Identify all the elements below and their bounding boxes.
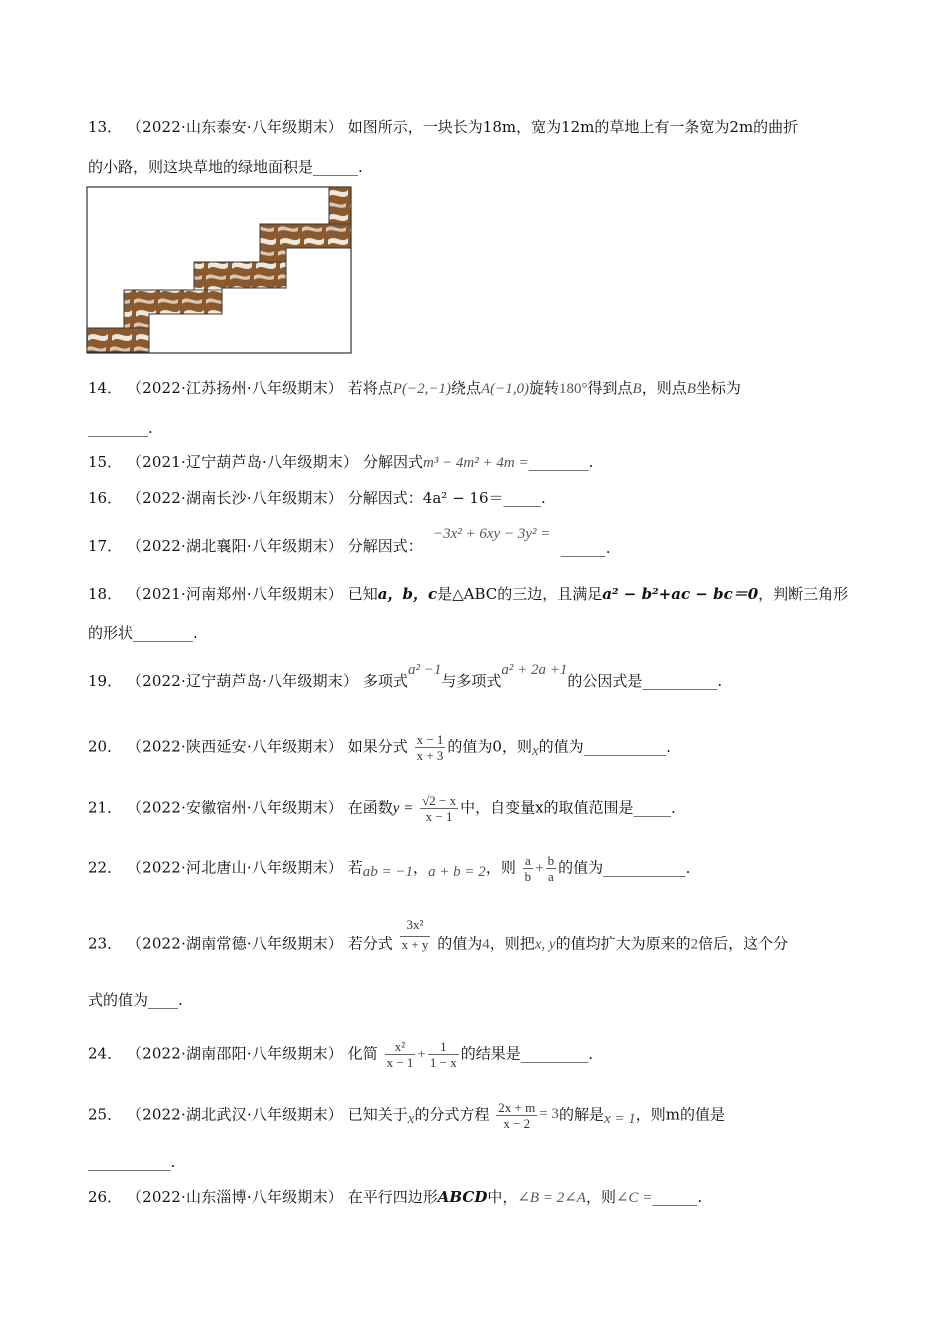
question-source: （2022·江苏扬州·八年级期末） [126,379,343,397]
question-17 [88,536,611,557]
question-number: 15． [88,453,123,471]
fraction-numerator: √2 − x [422,793,457,808]
question-source: （2022·陕西延安·八年级期末） [126,737,343,756]
question-text: 中， [487,1188,518,1206]
math-expression: a + b = 2 [428,863,486,880]
fraction [428,1039,459,1070]
fraction-numerator: a [523,853,534,869]
question-text: ，则 [485,858,516,877]
math-expression: y = [392,800,414,817]
question-22 [88,853,690,884]
fraction-numerator: x − 1 [416,732,444,747]
question-19 [88,662,723,692]
math-expression: m³ − 4m² + 4m = [422,455,529,471]
question-text: 如果分式 [347,737,408,756]
question-text: ，判断三角形 [758,585,849,603]
question-text: 若 [347,858,363,877]
parallelogram-name: ABCD [437,1188,488,1206]
question-text: 的公因式是 [567,672,643,690]
question-source: （2021·辽宁葫芦岛·八年级期末） [126,453,359,471]
question-number: 23． [88,934,123,953]
question-16 [88,488,546,508]
question-source: （2022·辽宁葫芦岛·八年级期末） [126,672,359,690]
question-number: 16． [88,489,123,507]
math-expression: ∠C = [615,1190,653,1206]
question-text: 的值为0，则 [447,737,532,756]
question-text: 若将点 [347,379,393,397]
rotation-angle: 180° [559,381,588,397]
answer-blank: ______. [560,539,611,557]
fraction-numerator: b [547,853,555,868]
question-24 [88,1039,593,1070]
point-p: P(−2,−1) [392,381,451,397]
triangle-sides: a，b，c [377,585,438,603]
question-text: 的形状________. [88,624,198,642]
math-expression: a² − b²+ac − bc＝0 [602,585,759,603]
question-23-line2 [88,990,183,1010]
fraction [523,853,534,884]
fraction [420,793,458,824]
question-23 [88,917,789,962]
fraction [385,1039,416,1070]
question-text: 坐标为 [695,379,741,397]
question-number: 14． [88,379,123,397]
question-18-line2 [88,623,198,643]
fraction-numerator: 1 [428,1039,459,1055]
question-25-line2 [88,1152,175,1172]
question-text: 分解因式： [347,537,423,555]
question-text: 式的值为____. [88,991,183,1009]
question-26 [88,1187,702,1208]
question-text: 绕点 [450,379,481,397]
question-number: 22． [88,858,123,877]
question-text: 在函数 [347,798,393,817]
question-text: ， [413,858,429,877]
question-text: 的值均扩大为原来的 [555,934,691,953]
variable-x: x [531,742,539,759]
question-15 [88,452,593,473]
question-source: （2022·山东淄博·八年级期末） [126,1188,343,1206]
question-source: （2022·湖南邵阳·八年级期末） [126,1044,343,1063]
point-b: B [686,381,696,397]
question-text: 的分式方程 [414,1105,490,1124]
question-20 [88,732,671,763]
variable-x: x [407,1110,415,1127]
question-text: 倍后，这个分 [698,934,789,953]
question-text: 的解是 [558,1105,604,1124]
question-source: （2022·湖南常德·八年级期末） [126,934,343,953]
question-text: 得到点 [587,379,633,397]
question-number: 24． [88,1044,123,1063]
question-number: 13． [88,118,123,136]
fraction-denominator: x − 1 [386,1055,414,1070]
staircase-path-figure [86,186,352,354]
question-source: （2022·河北唐山·八年级期末） [126,858,343,877]
question-text: ，则 [585,1188,616,1206]
answer-blank: ______. [652,1188,703,1206]
fraction-denominator: a [547,869,554,884]
answer-blank: ________. [528,453,594,471]
question-source: （2022·山东泰安·八年级期末） [126,118,343,136]
question-source: （2022·湖北武汉·八年级期末） [126,1105,343,1124]
factor-2: 2 [690,936,699,953]
question-text: 中，自变量x的取值范围是 [460,798,634,817]
solution: x = 1 [603,1110,636,1127]
variables-xy: x, y [534,936,556,953]
fraction [400,917,431,952]
question-text: 分解因式 [362,453,423,471]
answer-blank: ___________. [583,737,671,756]
fraction-denominator: x + y [401,937,429,952]
question-text: 与多项式 [441,672,502,690]
math-expression: ab = −1 [362,863,414,880]
question-18 [88,584,848,604]
question-source: （2022·安徽宿州·八年级期末） [126,798,343,817]
plus-sign: + [535,860,544,877]
question-number: 17． [88,537,123,555]
plus-sign: + [417,1046,426,1063]
question-13 [88,117,798,137]
question-text: 的值为 [538,737,584,756]
question-text: 的小路，则这块草地的绿地面积是______. [88,158,363,176]
question-text: 的值为 [437,934,483,953]
question-text: 如图所示，一块长为18m，宽为12m的草地上有一条宽为2m的曲折 [347,118,799,136]
fraction-denominator: x − 2 [503,1116,531,1131]
equals-3: = 3 [539,1105,559,1122]
fraction-denominator: b [524,869,532,884]
fraction-denominator: 1 − x [429,1055,457,1070]
question-number: 26． [88,1188,123,1206]
fraction-denominator: x + 3 [416,748,444,763]
answer-blank: ________. [88,419,153,437]
answer-blank: _____. [503,489,546,507]
answer-blank: __________. [642,672,723,690]
question-number: 21． [88,798,123,817]
fraction-numerator: 2x + m [498,1100,536,1115]
question-text: 化简 [347,1044,378,1063]
answer-blank: ___________. [603,858,691,877]
question-number: 18． [88,585,123,603]
question-text: 的结果是 [460,1044,521,1063]
question-text: 旋转 [529,379,560,397]
math-expression: −3x² + 6xy − 3y² = [433,526,551,542]
question-13-line2 [88,157,363,177]
question-text: 多项式 [362,672,408,690]
question-text: ，则m的值是 [635,1105,725,1124]
math-expression: ∠B = 2∠A [517,1190,586,1206]
fraction-numerator: 3x² [400,917,431,937]
fraction [496,1100,537,1131]
point-b: B [632,381,642,397]
question-14 [88,378,741,399]
question-text: 的值为 [558,858,604,877]
question-text: 在平行四边形 [347,1188,438,1206]
question-14-line2 [88,418,153,438]
question-21 [88,793,676,824]
question-text: 已知 [347,585,378,603]
question-number: 20． [88,737,123,756]
question-text: ，则点 [641,379,687,397]
answer-blank: _________. [520,1044,594,1063]
question-text: 若分式 [347,934,393,953]
question-text: ，则把 [489,934,535,953]
question-source: （2022·湖北襄阳·八年级期末） [126,537,343,555]
question-text: 已知关于 [347,1105,408,1124]
point-a: A(−1,0) [480,381,529,397]
fraction-numerator: x² [385,1039,416,1055]
math-expression: a² + 2a +1 [501,662,568,678]
question-25 [88,1100,725,1131]
fraction [546,853,557,884]
question-source: （2021·河南郑州·八年级期末） [126,585,343,603]
question-source: （2022·湖南长沙·八年级期末） [126,489,343,507]
math-expression: 4a² − 16＝ [422,489,504,507]
fraction [415,732,446,763]
question-number: 19． [88,672,123,690]
question-text: 是△ABC的三边，且满足 [437,585,603,603]
question-text: 分解因式： [347,489,423,507]
answer-blank: _____. [633,798,676,817]
value-4: 4 [482,936,490,953]
math-expression: a² −1 [407,662,442,678]
fraction-denominator: x − 1 [425,809,453,824]
question-number: 25． [88,1105,123,1124]
answer-blank: ___________. [88,1153,176,1171]
